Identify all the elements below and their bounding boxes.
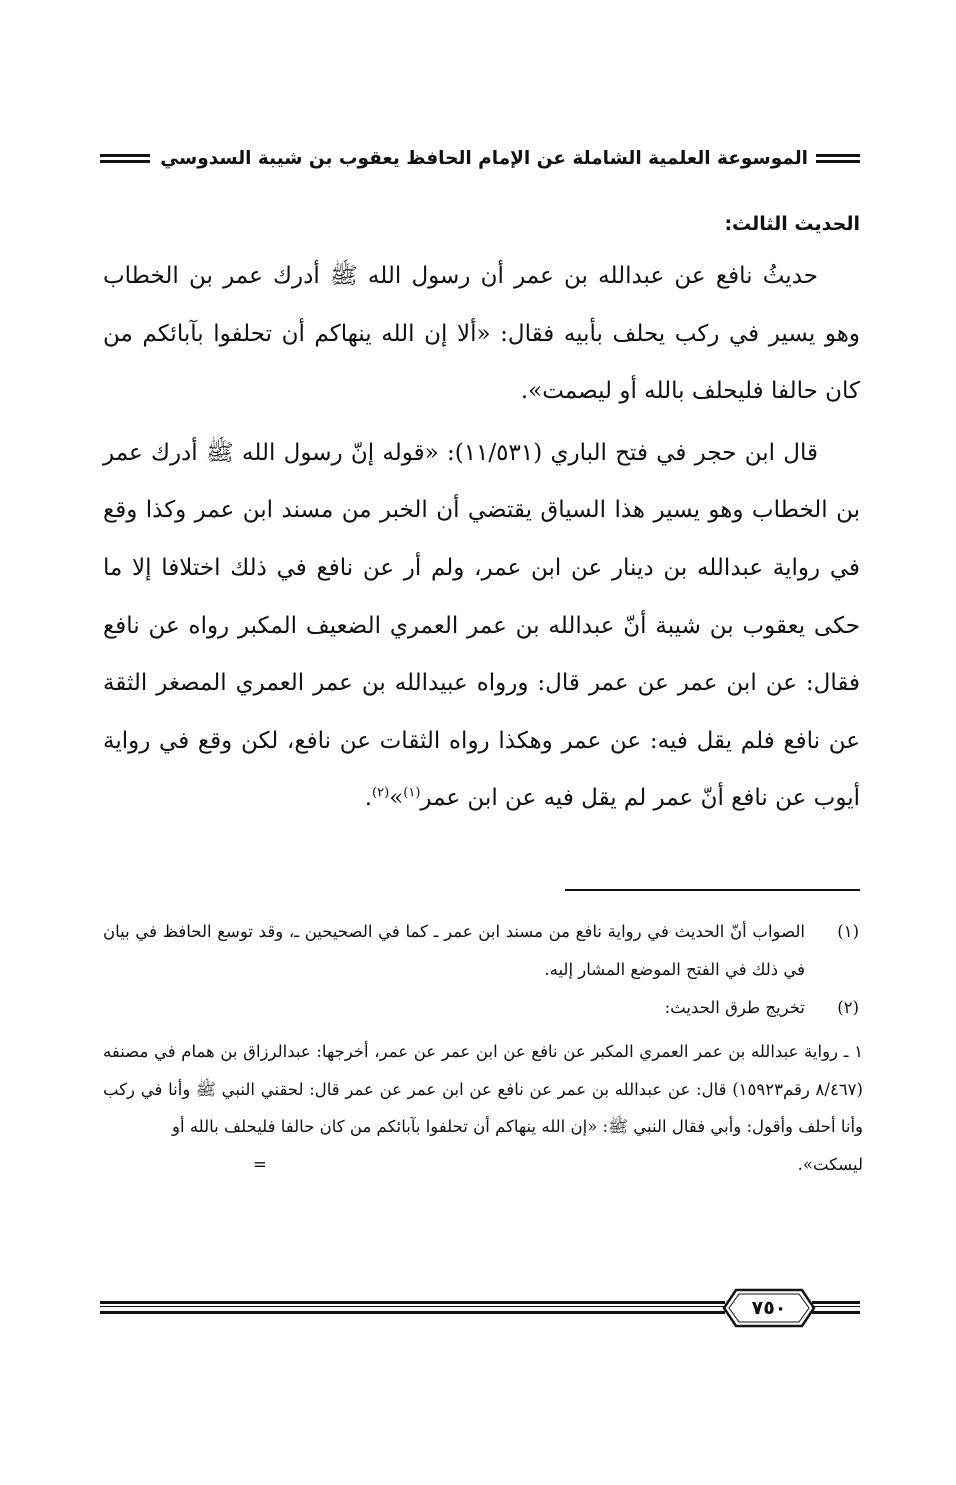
footer-rule-right: [812, 1301, 860, 1314]
footnote-number: (١): [837, 922, 859, 941]
footnote-1: [103, 913, 863, 989]
paragraph-2-text: قال ابن حجر في فتح الباري (١١/٥٣١): «قوله إنّ رسول الله ﷺ أدرك عمر بن الخطاب وهو يسير هذا السياق يقتضي أن الخبر من مسند ابن عمر وكذا وقع في رواية عبدالله بن دينار عن ابن عمر، ولم أر عن نافع في ذلك اختلافا إلا ما حكى يعقوب بن شيبة أنّ عبدالله بن عمر العمري الضعيف المكبر رواه عن نافع فقال: عن ابن عمر عن عمر قال: ورواه عبيدالله بن عمر العمري المصغر الثقة عن نافع فلم يقل فيه: عن عمر وهكذا رواه الثقات عن نافع، لكن وقع في رواية أيوب عن نافع أنّ عمر لم يقل فيه عن ابن عمر: [103, 439, 860, 812]
footnote-2-subitem-end: [103, 1146, 863, 1184]
paragraph-1-text: حديثُ نافع عن عبدالله بن عمر أن رسول الله ﷺ أدرك عمر بن الخطاب وهو يسير في ركب يحلف بأبيه فقال: «ألا إن الله ينهاكم أن تحلفوا بآبائكم من كان حالفا فليحلف بالله أو ليصمت».: [103, 263, 860, 405]
running-header: [100, 138, 860, 178]
page-number-badge: [722, 1288, 816, 1328]
page-footer: [100, 1288, 860, 1332]
footnote-number: (٢): [837, 998, 859, 1017]
paragraph-hadith: [103, 248, 860, 421]
footnote-ref-1[interactable]: (١): [403, 785, 421, 801]
footnote-2-subitem: ١ ـ رواية عبدالله بن عمر العمري المكبر عن نافع عن ابن عمر عن عمر، أخرجها: عبدالرزاق بن همام في مصنفه (٨/٤٦٧ رقم١٥٩٢٣) قال: عن عبدالله بن عمر عن نافع عن ابن عمر عن عمر قال: لحقني النبي ﷺ وأنا في ركب وأنا أحلف وأقول: وأبي فقال النبي ﷺ: «إن الله ينهاكم أن تحلفوا بآبائكم من كان حالفا فليحلف بالله أو: [103, 1042, 863, 1136]
footer-rule-left: [100, 1301, 725, 1314]
quote-close: »: [389, 785, 404, 812]
continuation-mark: =: [253, 1154, 267, 1174]
header-title: الموسوعة العلمية الشاملة عن الإمام الحافظ يعقوب بن شيبة السدوسي: [160, 147, 808, 169]
header-rule-left: [100, 154, 150, 163]
paragraph-end: .: [364, 785, 373, 812]
footnote-text: الصواب أنّ الحديث في رواية نافع من مسند ابن عمر ـ كما في الصحيحين ـ، وقد توسع الحافظ في بيان في ذلك في الفتح الموضع المشار إليه.: [103, 922, 805, 979]
page-number: ٧٥٠: [751, 1297, 787, 1319]
footnote-ref-2[interactable]: (٢): [372, 785, 390, 801]
paragraph-commentary: [103, 425, 860, 828]
main-text: [103, 200, 860, 828]
footnote-separator: [565, 889, 860, 891]
footnote-2: [103, 989, 863, 1027]
section-heading: الحديث الثالث:: [724, 213, 860, 235]
footnote-2-last-line: ليسكت».: [797, 1154, 863, 1174]
footnote-text: تخريج طرق الحديث:: [664, 998, 805, 1017]
footnotes: [103, 913, 863, 1183]
header-rule-right: [816, 154, 860, 163]
